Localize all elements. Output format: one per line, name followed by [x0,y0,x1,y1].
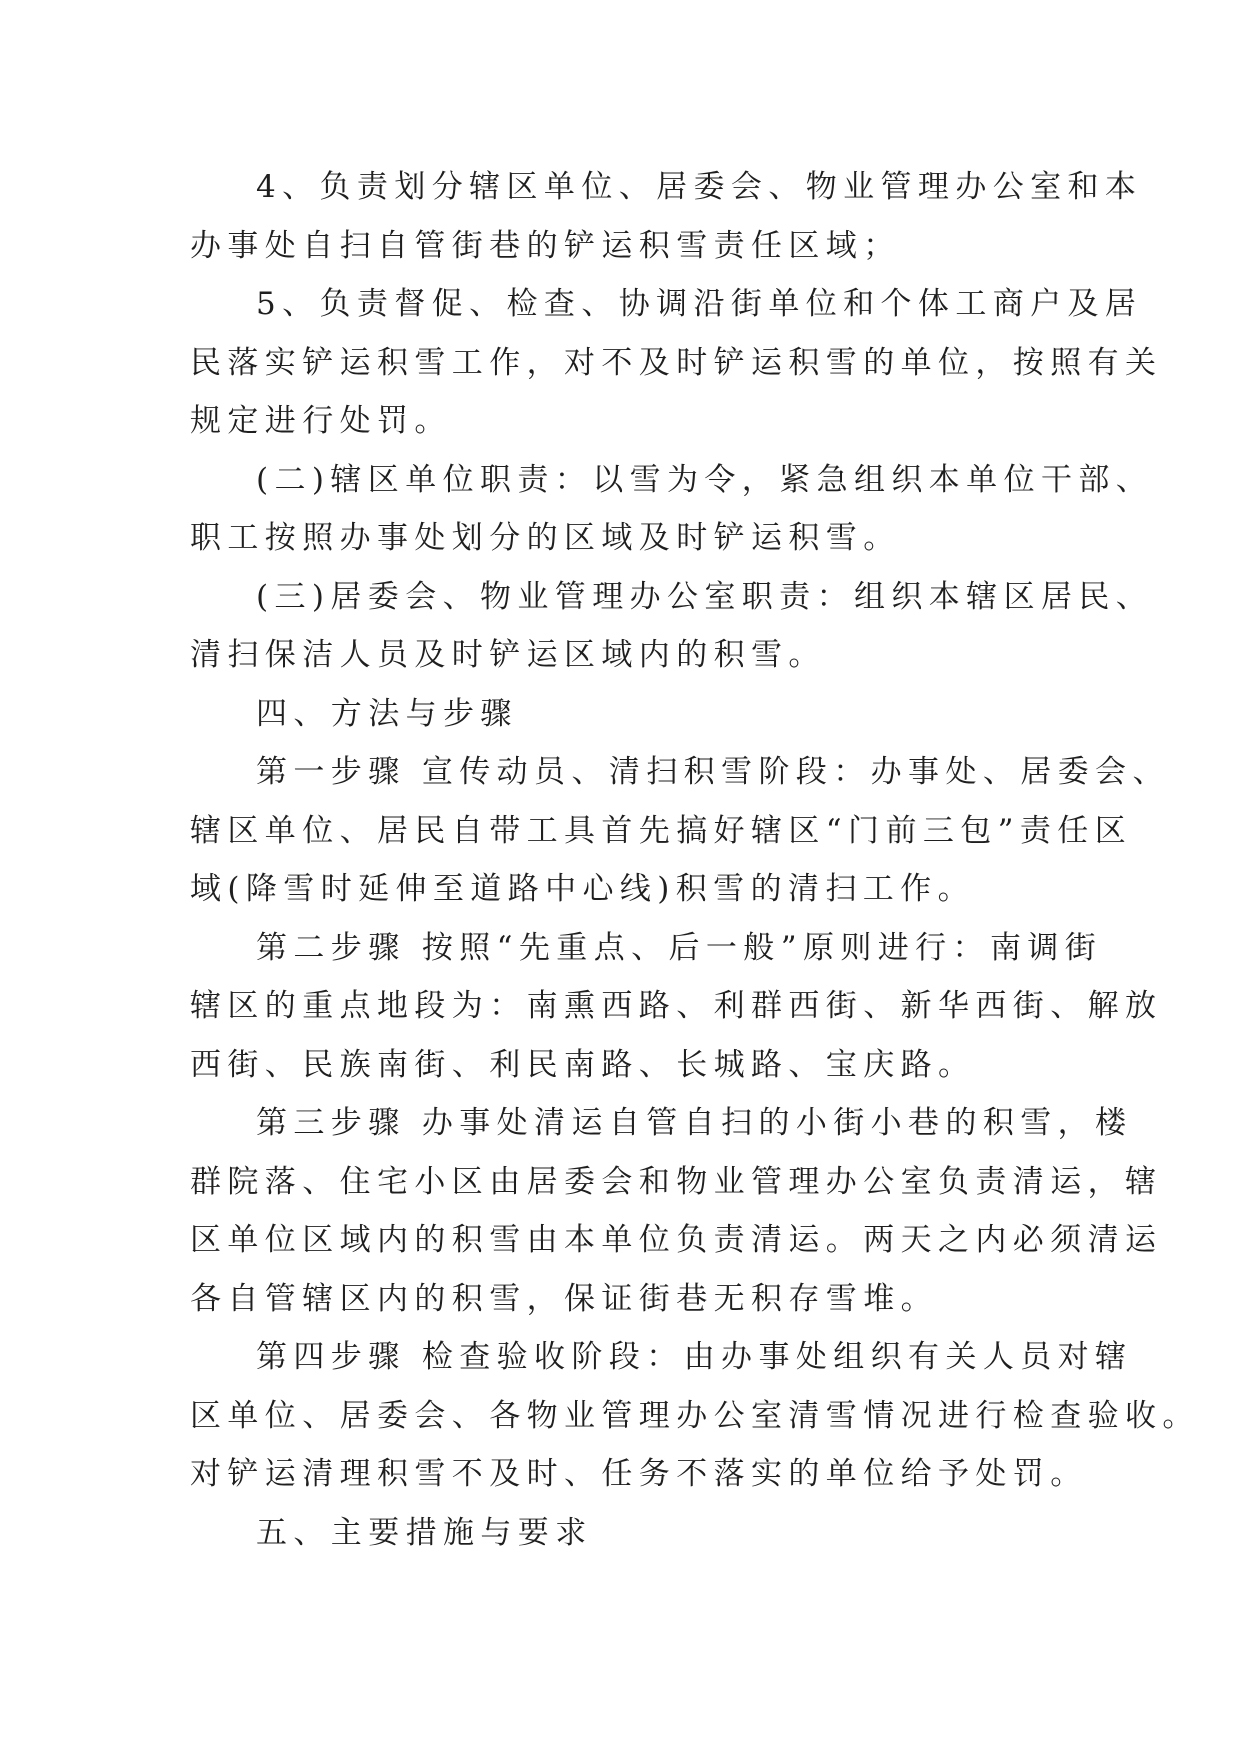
text-line: 第二步骤 按照“先重点、后一般”原则进行：南调街 [256,929,1103,966]
text-line: 办事处自扫自管街巷的铲运积雪责任区域； [190,227,901,264]
text-line: 对铲运清理积雪不及时、任务不落实的单位给予处罚。 [190,1456,1088,1492]
text-line: 规定进行处罚。 [190,403,452,439]
text-line: 辖区单位、居民自带工具首先搞好辖区“门前三包”责任区 [190,812,1133,849]
text-line: 4、负责划分辖区单位、居委会、物业管理办公室和本 [256,169,1143,205]
text-line: 职工按照办事处划分的区域及时铲运积雪。 [190,520,901,556]
text-line: 5、负责督促、检查、协调沿街单位和个体工商户及居 [256,286,1143,322]
text-line: (二)辖区单位职责：以雪为令，紧急组织本单位干部、 [256,461,1154,498]
text-line: 第三步骤 办事处清运自管自扫的小街小巷的积雪，楼 [256,1105,1133,1141]
text-line: 各自管辖区内的积雪，保证街巷无积存雪堆。 [190,1280,938,1317]
text-line: 区单位区域内的积雪由本单位负责清运。两天之内必须清运 [190,1222,1163,1258]
section-heading: 五、主要措施与要求 [256,1514,593,1551]
text-line: 域(降雪时延伸至道路中心线)积雪的清扫工作。 [190,871,975,907]
text-line: 西街、民族南街、利民南路、长城路、宝庆路。 [190,1046,976,1083]
text-line: 清扫保洁人员及时铲运区域内的积雪。 [190,637,826,673]
text-line: 第一步骤 宣传动员、清扫积雪阶段：办事处、居委会、 [256,754,1170,790]
text-line: 辖区的重点地段为：南熏西路、利群西街、新华西街、解放 [190,988,1163,1024]
text-line: 第四步骤 检查验收阶段：由办事处组织有关人员对辖 [256,1339,1133,1375]
text-line: (三)居委会、物业管理办公室职责：组织本辖区居民、 [256,578,1154,615]
section-heading: 四、方法与步骤 [256,695,518,732]
text-line: 群院落、住宅小区由居委会和物业管理办公室负责清运，辖 [190,1163,1163,1200]
document-body [190,158,1200,1562]
text-line: 区单位、居委会、各物业管理办公室清雪情况进行检查验收。 [190,1397,1200,1434]
text-line: 民落实铲运积雪工作，对不及时铲运积雪的单位，按照有关 [190,344,1163,381]
